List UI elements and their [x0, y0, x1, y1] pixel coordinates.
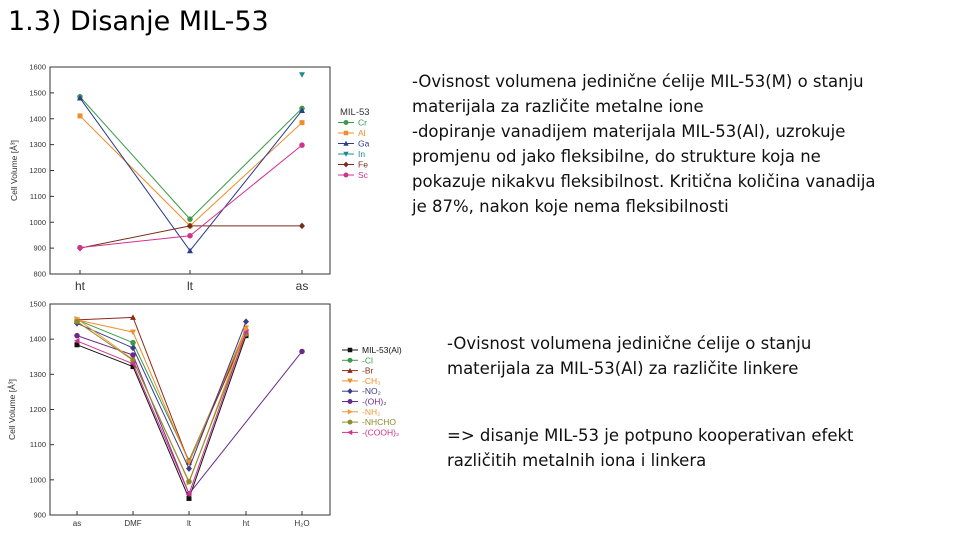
x-tick-label: as — [72, 519, 82, 528]
series-line — [133, 332, 189, 462]
data-point — [187, 233, 193, 239]
legend-label: Ga — [358, 138, 370, 149]
y-tick-label: 1000 — [29, 475, 46, 485]
y-tick-label: 1000 — [29, 217, 46, 227]
p1-line: promjenu od jako fleksibilne, do strukture koja ne — [412, 147, 821, 166]
legend-entry — [342, 355, 373, 365]
series-line — [77, 320, 133, 332]
series-line — [190, 110, 302, 250]
legend-entry — [342, 345, 402, 355]
data-point — [299, 72, 305, 78]
text-block-linkers — [447, 331, 947, 381]
y-tick-label: 1400 — [29, 114, 46, 124]
page-title: 1.3) Disanje MIL-53 — [8, 6, 269, 37]
series-line — [189, 332, 246, 494]
x-tick-label: lt — [187, 279, 193, 293]
y-tick-label: 1600 — [29, 62, 46, 72]
p1-line: -dopiranje vanadijem materijala MIL-53(Al), uzrokuje — [412, 122, 846, 141]
data-point — [187, 496, 192, 501]
series-line — [77, 322, 133, 361]
y-tick-label: 1300 — [29, 140, 46, 150]
legend-label: MIL-53(Al) — [362, 345, 402, 355]
legend-marker — [348, 420, 353, 425]
series-line — [77, 317, 133, 319]
series-ga — [77, 95, 305, 253]
data-point — [78, 113, 83, 118]
legend-entry — [338, 118, 367, 128]
series-mil53al — [75, 333, 249, 501]
y-tick-label: 1300 — [29, 369, 46, 379]
series-line — [80, 98, 190, 251]
series-line — [189, 336, 246, 499]
legend-marker — [344, 173, 349, 178]
series-sc — [77, 142, 305, 250]
y-axis-label: Cell Volume [Å³] — [9, 140, 19, 201]
data-point — [299, 223, 305, 230]
legend-entry — [342, 386, 381, 396]
legend-marker — [343, 162, 348, 168]
p3-line: različitih metalnih iona i linkera — [447, 451, 707, 470]
legend-label: -Cl — [362, 355, 373, 366]
legend-label: -CH₃ — [362, 375, 381, 386]
legend-marker — [348, 399, 353, 404]
chart-cell-volume-metals — [0, 55, 400, 295]
x-tick-label: as — [295, 279, 309, 293]
legend-label: In — [358, 149, 366, 159]
legend-entry — [338, 128, 366, 138]
plot-frame — [50, 67, 330, 274]
legend-entry — [342, 397, 387, 407]
series-line — [190, 123, 302, 226]
p2-line: materijala za MIL-53(Al) za različite linkere — [447, 359, 799, 378]
data-point — [130, 340, 136, 346]
legend-marker — [347, 388, 352, 394]
text-block-conclusion — [447, 423, 947, 473]
p1-line: materijala za različite metalne ione — [412, 97, 704, 116]
legend-label: -NO₂ — [362, 386, 381, 397]
y-tick-label: 1100 — [29, 440, 46, 450]
y-tick-label: 900 — [33, 510, 46, 520]
series-line — [189, 322, 246, 469]
x-tick-label: lt — [187, 519, 191, 528]
y-tick-label: 1500 — [29, 88, 46, 98]
legend-marker — [344, 131, 349, 136]
legend-entry — [338, 139, 370, 149]
data-point — [187, 216, 193, 222]
x-tick-label: ht — [242, 519, 250, 528]
data-point — [77, 245, 83, 251]
p2-line: -Ovisnost volumena jedinične ćelije o stanju — [447, 334, 812, 353]
legend-label: Cr — [358, 117, 367, 128]
series-line — [133, 364, 189, 494]
legend-entry — [338, 149, 365, 159]
series-line — [133, 348, 189, 469]
data-point — [299, 142, 305, 148]
data-point — [186, 479, 192, 485]
y-tick-label: 1400 — [29, 334, 46, 344]
y-tick-label: 1200 — [29, 405, 46, 414]
y-tick-label: 1500 — [29, 299, 46, 309]
legend-label: Sc — [358, 170, 368, 180]
data-point — [74, 333, 80, 339]
series-line — [133, 360, 189, 481]
legend-entry — [342, 417, 396, 427]
y-tick-label: 1200 — [29, 166, 46, 175]
p3-line: => disanje MIL-53 je potpuno kooperativan efekt — [447, 426, 854, 445]
text-block-metals — [412, 69, 957, 219]
y-tick-label: 800 — [33, 269, 46, 279]
legend-entry — [338, 160, 368, 170]
legend-marker — [347, 430, 352, 435]
p1-line: -Ovisnost volumena jedinične ćelije MIL-53(M) o stanju — [412, 72, 864, 91]
p1-line: pokazuje nikakvu fleksibilnost. Kritična količina vanadija — [412, 172, 876, 191]
y-axis-label: Cell Volume [Å³] — [7, 379, 17, 440]
legend-entry — [342, 376, 381, 386]
data-point — [300, 120, 305, 125]
legend-label: -NHCHO — [362, 417, 396, 428]
legend-label: -(COOH)₂ — [362, 427, 400, 438]
legend-marker — [348, 358, 353, 363]
series-line — [133, 367, 189, 499]
x-tick-label: ht — [74, 279, 86, 293]
series-line — [77, 345, 133, 367]
x-tick-label: DMF — [124, 519, 142, 528]
data-point — [243, 318, 249, 325]
series-line — [133, 355, 189, 494]
series-line — [190, 108, 302, 219]
legend-entry — [342, 407, 380, 417]
legend-marker — [344, 120, 349, 125]
legend-label: -NH₂ — [362, 406, 381, 417]
legend-label: Fe — [358, 159, 368, 170]
series-line — [190, 145, 302, 236]
data-point — [74, 319, 80, 325]
data-point — [130, 345, 136, 352]
series-line — [80, 97, 190, 219]
legend-entry — [338, 170, 369, 180]
series-br — [74, 314, 249, 464]
legend-label: -(OH)₂ — [362, 396, 387, 407]
series-line — [80, 116, 190, 226]
data-point — [299, 349, 305, 355]
legend-entry — [342, 366, 374, 376]
legend-entry — [342, 427, 399, 437]
chart-cell-volume-linkers — [0, 295, 430, 535]
data-point — [130, 330, 136, 336]
series-cr — [77, 94, 305, 222]
legend-label: Al — [358, 128, 366, 138]
y-tick-label: 900 — [33, 243, 46, 253]
series-line — [133, 317, 189, 462]
x-tick-label: H₂O — [294, 519, 310, 528]
y-tick-label: 1100 — [29, 191, 46, 201]
legend-marker — [348, 409, 353, 414]
p1-line: je 87%, nakon koje nema fleksibilnosti — [412, 197, 729, 216]
legend-marker — [348, 348, 353, 353]
legend-label: -Br — [362, 365, 374, 376]
data-point — [186, 465, 192, 472]
series-in — [299, 72, 305, 78]
legend-title: MIL-53 — [340, 107, 370, 118]
